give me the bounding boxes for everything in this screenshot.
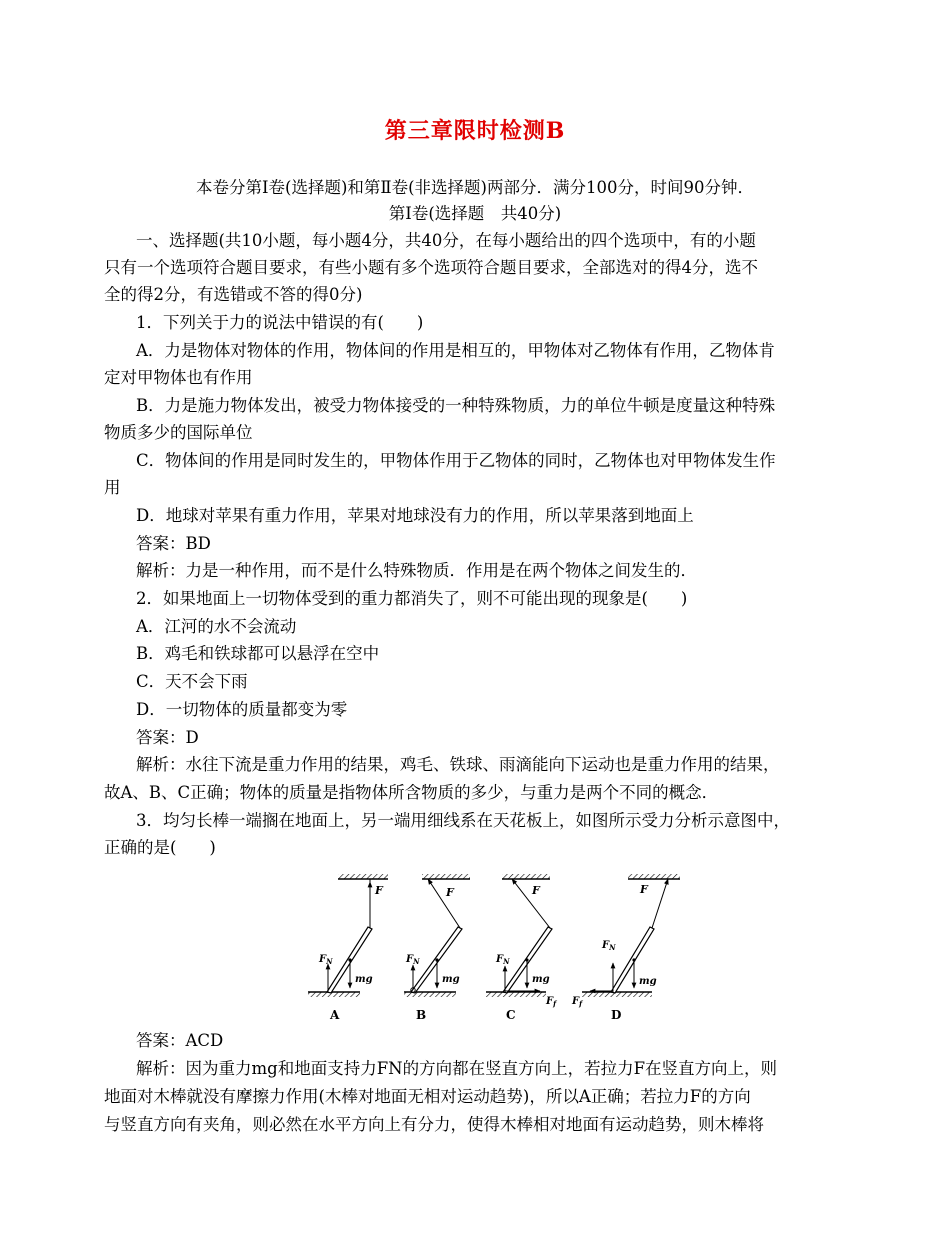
question-3-analysis: 地面对木棒就没有摩擦力作用(木棒对地面无相对运动趋势)，所以A正确；若拉力F的方向 [104, 1087, 751, 1106]
question-1-option-b: B．力是施力物体发出，被受力物体接受的一种特殊物质，力的单位牛顿是度量这种特殊 [136, 396, 776, 415]
force-ff-label: $F_f$ [546, 996, 557, 1008]
force-mg-label: mg [532, 974, 550, 985]
question-1-option-a: 定对甲物体也有作用 [104, 368, 253, 387]
question-2-answer: 答案：D [136, 728, 199, 747]
question-3-analysis: 与竖直方向有夹角，则必然在水平方向上有分力，使得木棒相对地面有运动趋势，则木棒将 [104, 1115, 764, 1134]
diagram-b [404, 874, 470, 1022]
question-2-option-a: A．江河的水不会流动 [136, 617, 297, 636]
force-fn-label: $F_N$ [496, 954, 510, 966]
diagram-caption: C [506, 1008, 516, 1022]
force-f-label: F [446, 886, 454, 899]
section-instructions: 一、选择题(共10小题，每小题4分，共40分，在每小题给出的四个选项中，有的小题 [136, 231, 756, 250]
question-1-option-c: 用 [104, 478, 121, 497]
force-mg-label: mg [442, 974, 460, 985]
force-f-label: F [640, 883, 648, 896]
force-mg-label: mg [639, 976, 657, 987]
force-mg-label: mg [355, 974, 373, 985]
force-f-label: F [375, 884, 383, 897]
question-1-answer: 答案：BD [136, 534, 211, 553]
question-2-analysis: 解析：水往下流是重力作用的结果，鸡毛、铁球、雨滴能向下运动也是重力作用的结果， [136, 755, 780, 774]
question-1-option-b: 物质多少的国际单位 [104, 423, 253, 442]
question-3-stem: 3．均匀长棒一端搁在地面上，另一端用细线系在天花板上，如图所示受力分析示意图中， [136, 811, 790, 830]
question-1-option-a: A．力是物体对物体的作用，物体间的作用是相互的，甲物体对乙物体有作用，乙物体肯 [136, 341, 775, 360]
question-1-analysis: 解析：力是一种作用，而不是什么特殊物质．作用是在两个物体之间发生的． [136, 561, 697, 580]
question-1-stem: 1．下列关于力的说法中错误的有( ) [136, 313, 424, 332]
diagram-c [486, 874, 558, 1022]
force-f-label: F [532, 884, 540, 897]
intro-line: 本卷分第Ⅰ卷(选择题)和第Ⅱ卷(非选择题)两部分．满分100分，时间90分钟． [196, 178, 754, 197]
question-2-stem: 2．如果地面上一切物体受到的重力都消失了，则不可能出现的现象是( ) [136, 589, 688, 608]
part1-heading: 第Ⅰ卷(选择题 共40分) [388, 204, 562, 223]
question-2-option-b: B．鸡毛和铁球都可以悬浮在空中 [136, 644, 380, 663]
diagram-caption: B [416, 1008, 427, 1022]
question-1-option-c: C．物体间的作用是同时发生的，甲物体作用于乙物体的同时，乙物体也对甲物体发生作 [136, 451, 776, 470]
question-2-option-c: C．天不会下雨 [136, 672, 248, 691]
force-ff-label: $F_f$ [572, 996, 583, 1008]
question-3-stem: 正确的是( ) [104, 838, 216, 857]
question-1-option-d: D．地球对苹果有重力作用，苹果对地球没有力的作用，所以苹果落到地面上 [136, 506, 694, 525]
force-fn-label: $F_N$ [319, 954, 333, 966]
diagram-d [571, 874, 680, 1022]
force-fn-label: $F_N$ [602, 940, 616, 952]
diagram-caption: A [330, 1008, 340, 1022]
page-title: 第三章限时检测B [384, 118, 566, 144]
force-fn-label: $F_N$ [406, 954, 420, 966]
question-3-answer: 答案：ACD [136, 1031, 224, 1050]
force-diagram-figure [300, 866, 700, 1024]
diagram-a [308, 874, 388, 1022]
question-3-analysis: 解析：因为重力mg和地面支持力FN的方向都在竖直方向上，若拉力F在竖直方向上，则 [136, 1059, 778, 1078]
question-2-option-d: D．一切物体的质量都变为零 [136, 700, 348, 719]
question-2-analysis: 故A、B、C正确；物体的质量是指物体所含物质的多少，与重力是两个不同的概念． [104, 783, 719, 802]
section-instructions: 全的得2分，有选错或不答的得0分) [104, 285, 363, 304]
diagram-caption: D [611, 1008, 622, 1022]
section-instructions: 只有一个选项符合题目要求，有些小题有多个选项符合题目要求，全部选对的得4分，选不 [104, 258, 758, 277]
